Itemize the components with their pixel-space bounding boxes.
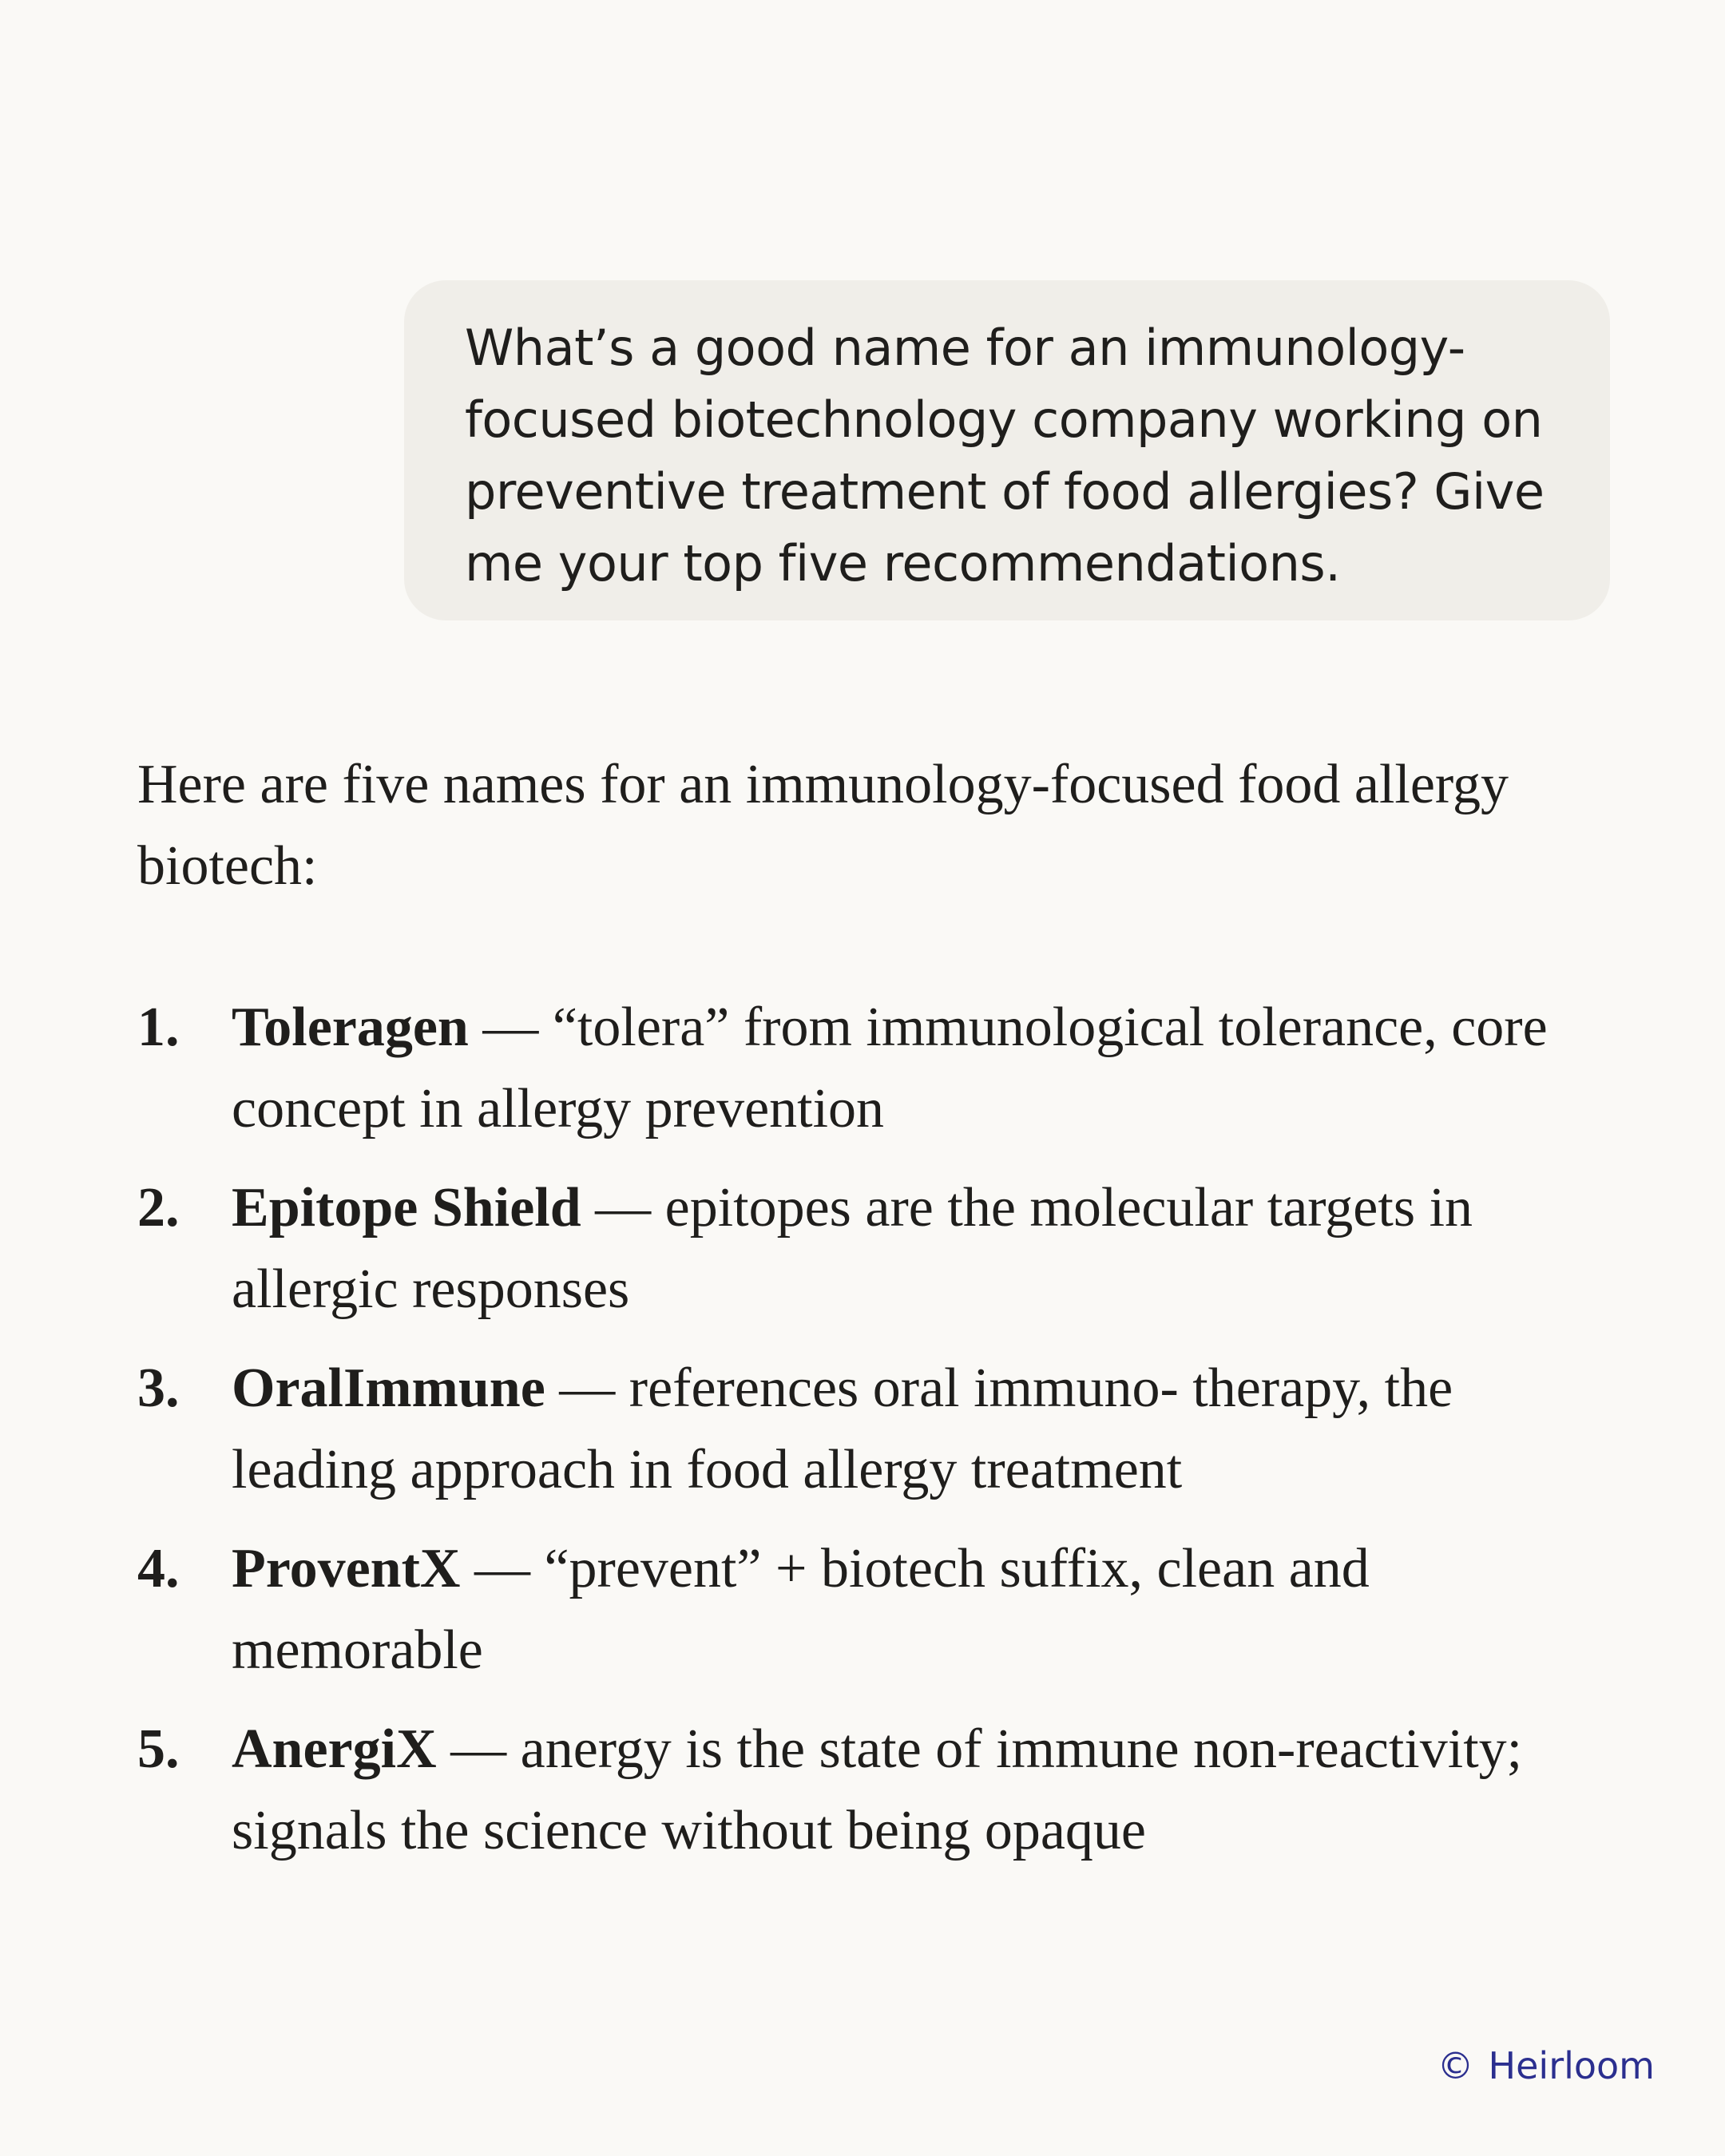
copyright-icon: © — [1437, 2044, 1474, 2087]
item-description: — “tolera” from immunological tolerance, core concept in allergy prevention — [232, 997, 1548, 1139]
item-name: Toleragen — [232, 997, 469, 1058]
item-name: AnergiX — [232, 1718, 437, 1780]
list-item — [137, 1528, 1623, 1691]
item-number: 1. — [137, 997, 180, 1058]
list-item — [137, 1167, 1623, 1330]
brand-name: Heirloom — [1488, 2044, 1655, 2087]
list-item — [137, 1348, 1623, 1511]
item-description: — references oral immuno- therapy, the leading approach in food allergy treatment — [232, 1357, 1453, 1500]
item-name: Epitope Shield — [232, 1177, 581, 1239]
item-name: ProventX — [232, 1538, 461, 1599]
item-name: OralImmune — [232, 1357, 545, 1419]
item-description: — “prevent” + biotech suffix, clean and memorable — [232, 1538, 1370, 1681]
item-number: 2. — [137, 1177, 180, 1239]
list-item — [137, 987, 1623, 1150]
item-description: — anergy is the state of immune non-reactivity; signals the science without being opaque — [232, 1718, 1523, 1861]
user-message-text: What’s a good name for an immunology-focused biotechnology company working on preventive treatment of food allergies? Give me your top five recommendations. — [465, 319, 1545, 593]
item-number: 3. — [137, 1357, 180, 1419]
item-description: — epitopes are the molecular targets in allergic responses — [232, 1177, 1473, 1320]
item-number: 5. — [137, 1718, 180, 1780]
footer-brand — [1438, 2044, 1655, 2087]
user-message-bubble — [404, 280, 1610, 620]
assistant-response — [137, 744, 1623, 1861]
recommendation-list — [137, 987, 1623, 1889]
response-intro: Here are five names for an immunology-focused food allergy biotech: — [137, 754, 1509, 897]
item-number: 4. — [137, 1538, 180, 1599]
list-item — [137, 1709, 1623, 1872]
